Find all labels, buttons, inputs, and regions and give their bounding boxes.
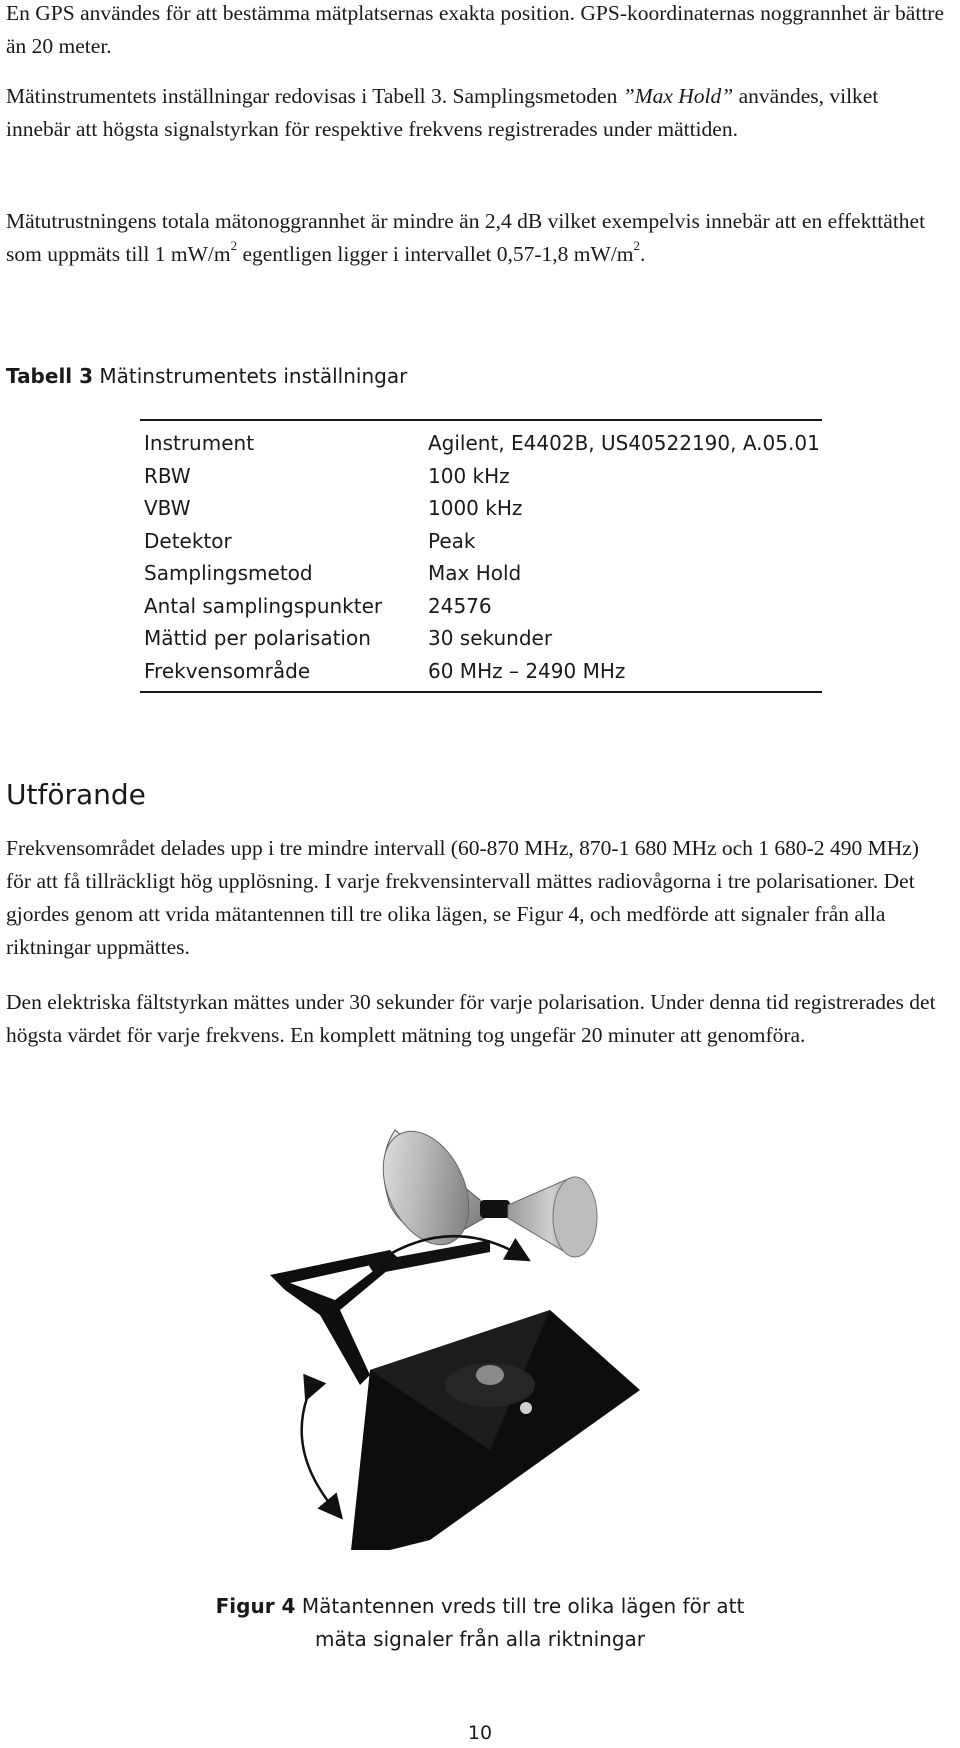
antenna-illustration xyxy=(190,1090,790,1550)
table-caption xyxy=(6,364,407,388)
table-value: Max Hold xyxy=(428,561,522,586)
table-row xyxy=(140,525,822,558)
text-run: Mätinstrumentets inställningar redovisas i Tabell 3. Samplingsmetoden xyxy=(6,84,623,108)
paragraph-procedure xyxy=(6,832,946,964)
table-value: 24576 xyxy=(428,593,492,618)
settings-table xyxy=(140,419,822,693)
text-run: användes, vilket innebär att högsta signalstyrkan för respektive frekvens registrerades under mättiden. xyxy=(6,84,879,141)
figure-caption-label: Figur 4 xyxy=(215,1594,296,1618)
page-number: 10 xyxy=(467,1722,493,1744)
table-caption-text: Mätinstrumentets inställningar xyxy=(93,364,408,388)
figure-caption xyxy=(200,1590,760,1656)
superscript: 2 xyxy=(230,237,238,253)
superscript: 2 xyxy=(633,237,641,253)
table-row xyxy=(140,460,822,493)
text-run: Mätutrustningens totala mätonoggrannhet är mindre än 2,4 dB vilket exempelvis innebär att en effekttäthet som uppmäts till 1 mW/m xyxy=(6,209,926,266)
rotation-arrow-left xyxy=(302,1390,335,1510)
table-key: Samplingsmetod xyxy=(144,561,313,586)
table-value: 1000 kHz xyxy=(428,496,523,521)
table-value: Agilent, E4402B, US40522190, A.05.01 xyxy=(428,431,820,456)
section-heading: Utförande xyxy=(6,778,146,811)
table-caption-label: Tabell 3 xyxy=(6,364,94,388)
table-value: Peak xyxy=(428,528,476,553)
table-key: Detektor xyxy=(144,528,232,553)
table-value: 30 sekunder xyxy=(428,626,553,651)
text-run: . xyxy=(640,242,646,266)
table-row xyxy=(140,420,822,460)
table-key: RBW xyxy=(144,463,191,488)
table-key: Instrument xyxy=(144,431,255,456)
paragraph-procedure-text: Frekvensområdet delades upp i tre mindre intervall (60-870 MHz, 870-1 680 MHz och 1 680-2 490 MHz) för att få tillräckligt hög upplösning. I varje frekvensintervall mättes radiovågorna i tre polarisationer. Det gjordes genom att vrida mätantennen till tre olika lägen, se Figur 4, och medförde att signaler från alla riktningar uppmättes. xyxy=(6,836,919,959)
paragraph-accuracy xyxy=(6,205,946,271)
text-run: egentligen ligger i intervallet 0,57-1,8 mW/m xyxy=(237,242,634,266)
antenna-photo xyxy=(190,1090,790,1550)
table-row xyxy=(140,655,822,693)
table-row xyxy=(140,590,822,623)
paragraph-duration xyxy=(6,986,946,1052)
table-row xyxy=(140,557,822,590)
figure-caption-text: Mätantennen vreds till tre olika lägen för att mäta signaler från alla riktningar xyxy=(295,1594,745,1651)
table-value: 100 kHz xyxy=(428,463,510,488)
paragraph-settings-intro xyxy=(6,80,946,146)
italic-method-name: ”Max Hold” xyxy=(622,84,734,108)
table-row xyxy=(140,492,822,525)
table-value: 60 MHz – 2490 MHz xyxy=(428,658,626,683)
table-key: VBW xyxy=(144,496,191,521)
table-row xyxy=(140,622,822,655)
paragraph-gps-text: En GPS användes för att bestämma mätplatsernas exakta position. GPS-koordinaternas noggrannhet är bättre än 20 meter. xyxy=(6,1,944,58)
table-key: Antal samplingspunkter xyxy=(144,593,383,618)
paragraph-duration-text: Den elektriska fältstyrkan mättes under 30 sekunder för varje polarisation. Under denna tid registrerades det högsta värdet för varje frekvens. En komplett mätning tog ungefär 20 minuter att genomföra. xyxy=(6,990,936,1047)
paragraph-gps xyxy=(6,0,946,63)
antenna-frame xyxy=(270,1250,400,1385)
table-key: Mättid per polarisation xyxy=(144,626,371,651)
table-key: Frekvensområde xyxy=(144,658,311,683)
